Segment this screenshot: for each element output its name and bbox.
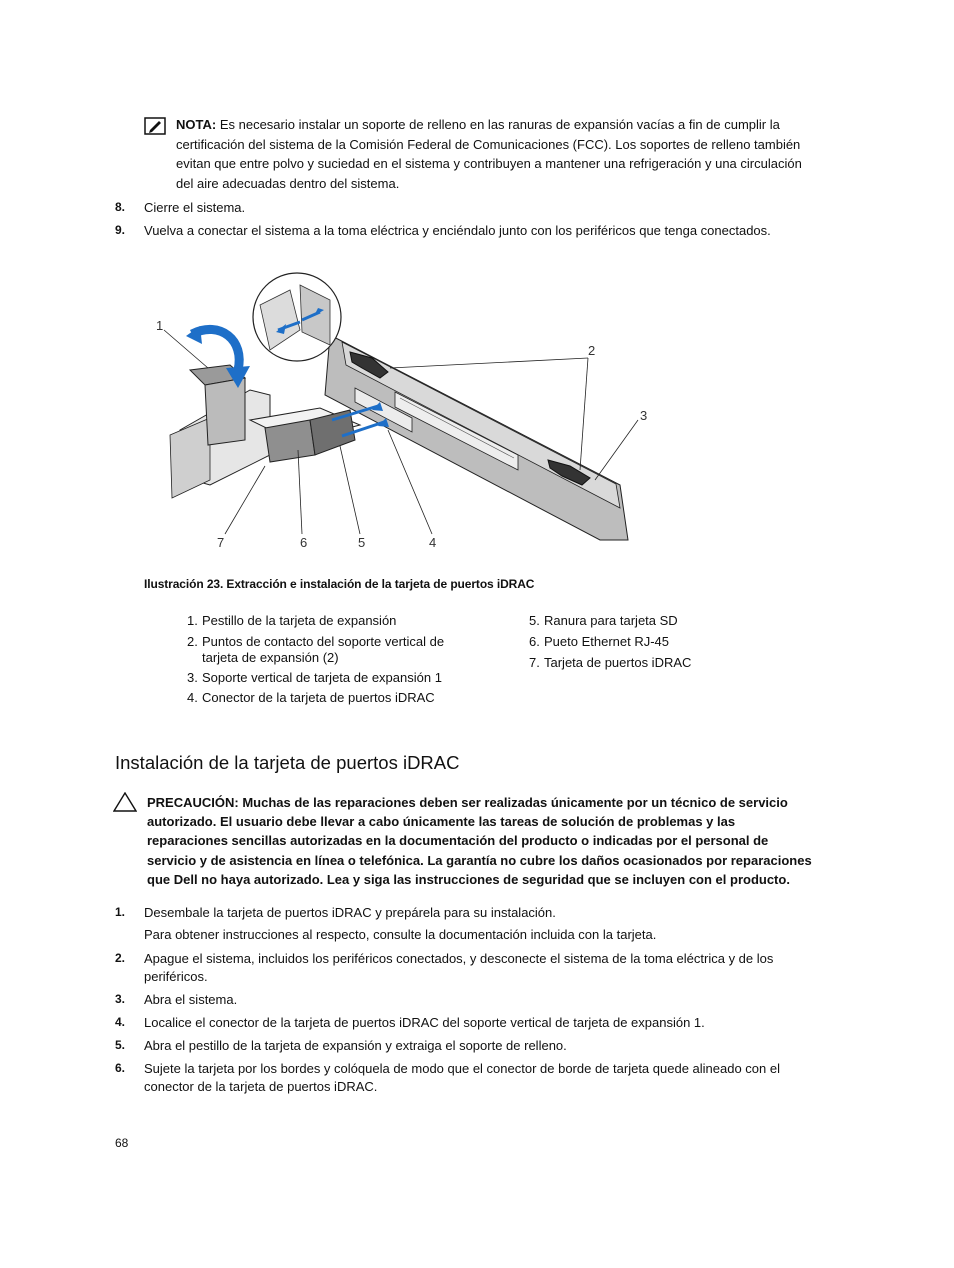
figure-caption: Ilustración 23. Extracción e instalación de la tarjeta de puertos iDRAC	[144, 577, 535, 591]
legend-number: 2.	[187, 634, 198, 649]
step-text: Desembale la tarjeta de puertos iDRAC y prepárela para su instalación.	[144, 905, 556, 920]
legend-number: 4.	[187, 690, 198, 705]
callout-1: 1	[156, 318, 164, 333]
section-heading: Instalación de la tarjeta de puertos iDRAC	[115, 752, 460, 773]
step-text: Vuelva a conectar el sistema a la toma eléctrica y enciéndalo junto con los periféricos que tenga conectados.	[144, 223, 771, 238]
legend-item	[529, 613, 789, 629]
legend-number: 1.	[187, 613, 198, 628]
legend-number: 7.	[529, 655, 540, 670]
legend-item	[187, 670, 477, 686]
step-text: Localice el conector de la tarjeta de puertos iDRAC del soporte vertical de tarjeta de expansión 1.	[144, 1015, 705, 1030]
page-number: 68	[115, 1136, 129, 1150]
step-number: 8.	[115, 200, 126, 214]
legend-text: Pueto Ethernet RJ-45	[544, 634, 670, 649]
legend-item	[187, 634, 477, 666]
legend-text: Soporte vertical de tarjeta de expansión 1	[202, 670, 442, 685]
step-number: 3.	[115, 992, 126, 1006]
step-number: 4.	[115, 1015, 126, 1029]
step-number: 9.	[115, 223, 126, 237]
step-text: Cierre el sistema.	[144, 200, 246, 215]
note-text: Es necesario instalar un soporte de relleno en las ranuras de expansión vacías a fin de cumplir la certificación del sistema de la Comisión Federal de Comunicaciones (FCC). Los soportes de relleno también evitan que entre polvo y suciedad en el sistema y contribuyen a mantener una refrigeración y una circulación del aire adecuadas dentro del sistema.	[176, 117, 802, 191]
legend-text: Puntos de contacto del soporte vertical de tarjeta de expansión (2)	[202, 634, 445, 665]
callout-2: 2	[588, 343, 596, 358]
idrac-figure	[150, 270, 650, 555]
callout-3: 3	[640, 408, 648, 423]
legend-text: Ranura para tarjeta SD	[544, 613, 678, 628]
step-subtext: Para obtener instrucciones al respecto, consulte la documentación incluida con la tarjeta.	[144, 927, 657, 942]
legend-item	[187, 690, 477, 706]
legend-text: Pestillo de la tarjeta de expansión	[202, 613, 397, 628]
callout-4: 4	[429, 535, 437, 550]
step-text: Abra el pestillo de la tarjeta de expansión y extraiga el soporte de relleno.	[144, 1038, 567, 1053]
step-text: Sujete la tarjeta por los bordes y colóquela de modo que el conector de borde de tarjeta quede alineado con el conector de la tarjeta de puertos iDRAC.	[144, 1061, 780, 1094]
note-block	[176, 115, 816, 193]
step-number: 5.	[115, 1038, 126, 1052]
note-icon	[144, 117, 166, 135]
callout-6: 6	[300, 535, 308, 550]
caution-text: PRECAUCIÓN: Muchas de las reparaciones deben ser realizadas únicamente por un técnico de servicio autorizado. El usuario debe llevar a cabo únicamente las tareas de solución de problemas y las reparaciones sencillas autorizadas en la documentación del producto o indicadas por el personal de servicio y de asistencia en línea o telefónica. La garantía no cubre los daños ocasionados por reparaciones que Dell no haya autorizado. Lea y siga las instrucciones de seguridad que se incluyen con el producto.	[147, 795, 812, 887]
step-number: 6.	[115, 1061, 126, 1075]
caution-icon	[113, 792, 137, 812]
legend-text: Conector de la tarjeta de puertos iDRAC	[202, 690, 435, 705]
legend-number: 3.	[187, 670, 198, 685]
legend-text: Tarjeta de puertos iDRAC	[544, 655, 692, 670]
legend-item	[187, 613, 477, 629]
legend-number: 5.	[529, 613, 540, 628]
callout-7: 7	[217, 535, 225, 550]
legend-number: 6.	[529, 634, 540, 649]
legend-item	[529, 655, 789, 671]
step-text: Abra el sistema.	[144, 992, 238, 1007]
legend-item	[529, 634, 789, 650]
step-number: 1.	[115, 905, 126, 919]
callout-5: 5	[358, 535, 366, 550]
step-text: Apague el sistema, incluidos los periféricos conectados, y desconecte el sistema de la toma eléctrica y de los periféricos.	[144, 951, 774, 984]
step-number: 2.	[115, 951, 126, 965]
note-label: NOTA:	[176, 117, 217, 132]
